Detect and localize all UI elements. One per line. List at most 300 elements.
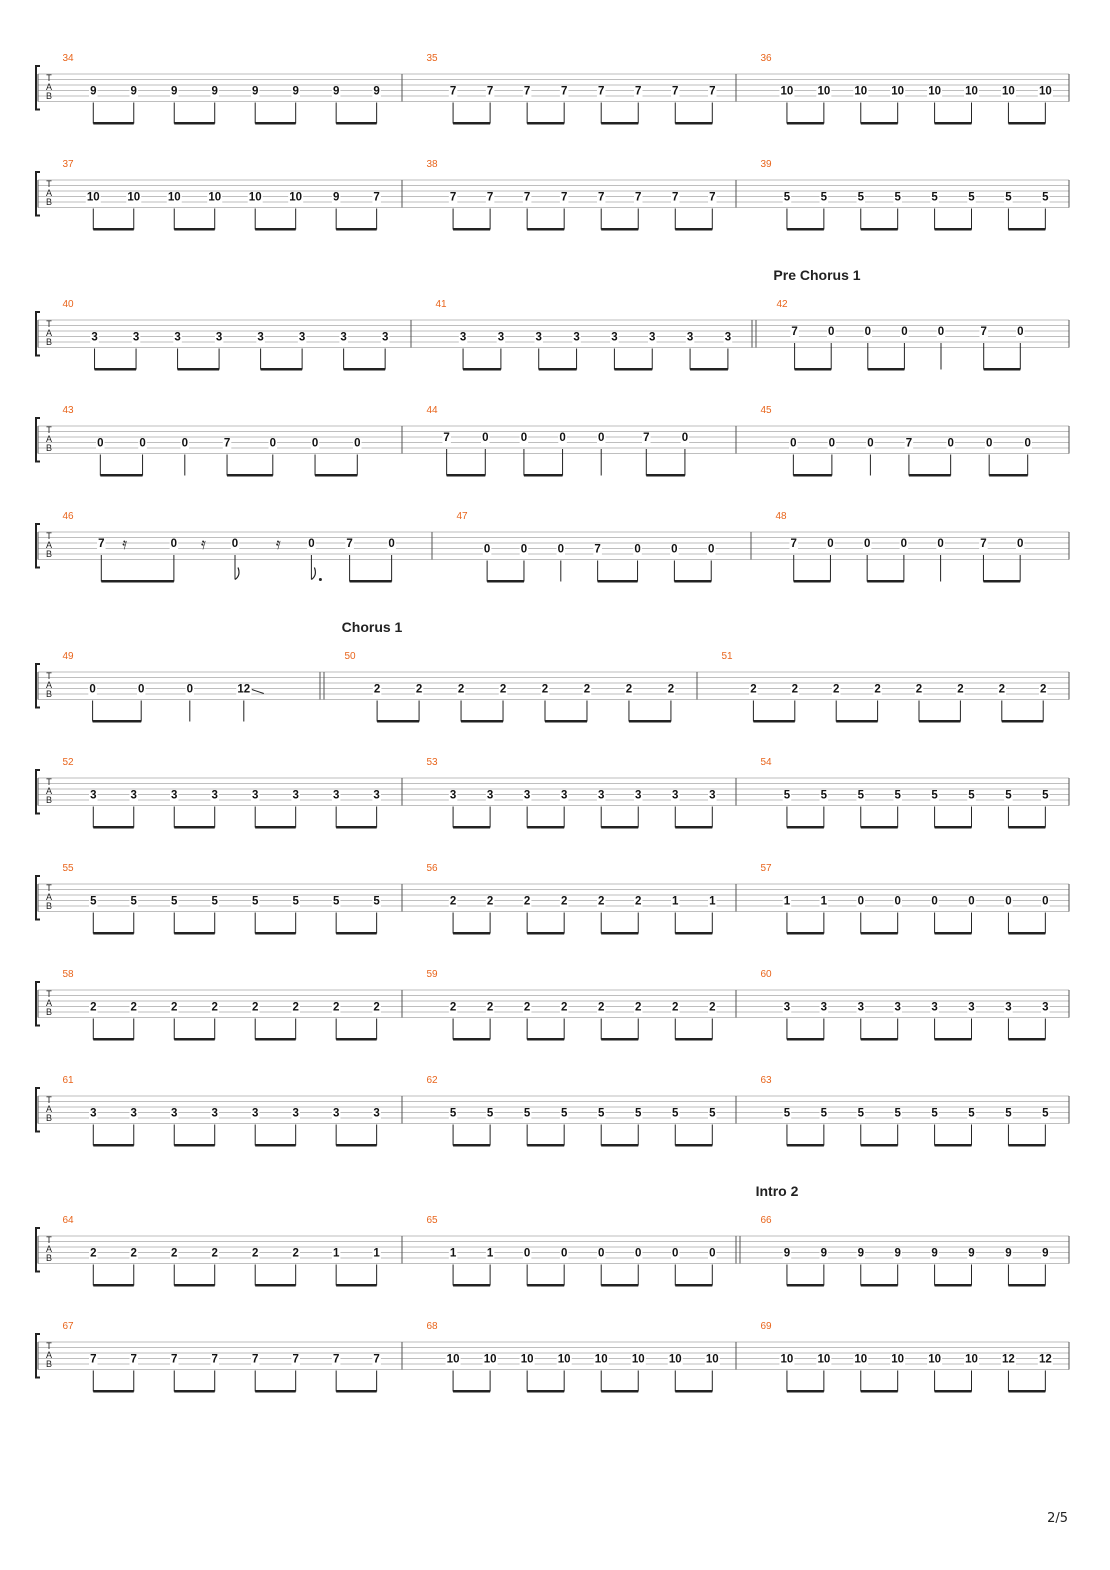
note-flag — [311, 568, 315, 580]
fret-number: 12 — [237, 683, 251, 696]
fret-number: 5 — [523, 1107, 531, 1120]
tab-system — [36, 1183, 1069, 1287]
fret-number: 0 — [597, 432, 605, 444]
beam — [453, 1144, 490, 1147]
fret-number: 1 — [709, 895, 716, 908]
fret-number: 3 — [573, 331, 580, 344]
fret-number: 10 — [854, 1353, 868, 1366]
fret-number: 9 — [171, 85, 178, 98]
tab-system — [36, 53, 1069, 125]
beam — [336, 1390, 376, 1393]
fret-number: 10 — [780, 1353, 794, 1366]
measure-number: 41 — [435, 299, 447, 310]
measure-number: 47 — [456, 511, 468, 522]
fret-number: 5 — [931, 1107, 938, 1120]
fret-number: 2 — [635, 1001, 642, 1014]
fret-number: 5 — [894, 789, 901, 802]
measure-number: 67 — [62, 1321, 74, 1332]
fret-number: 5 — [1005, 191, 1012, 204]
tab-clef-letter: T — [46, 73, 52, 83]
fret-number: 2 — [415, 683, 423, 696]
fret-number: 3 — [211, 1107, 218, 1120]
beam — [93, 1144, 133, 1147]
fret-number: 3 — [535, 331, 542, 344]
tab-clef-letter: T — [46, 1235, 52, 1245]
beam — [336, 122, 376, 125]
beam — [93, 228, 133, 231]
fret-number: 7 — [523, 85, 531, 98]
fret-number: 2 — [373, 683, 381, 696]
fret-number: 0 — [137, 683, 145, 696]
beam — [255, 1390, 295, 1393]
fret-number: 10 — [208, 191, 222, 204]
beam — [674, 580, 711, 583]
beam — [344, 368, 386, 371]
fret-number: 7 — [560, 191, 568, 204]
fret-number: 7 — [443, 432, 450, 444]
measure-number: 58 — [62, 969, 74, 980]
beam — [935, 1284, 972, 1287]
fret-number: 3 — [251, 1107, 259, 1120]
fret-number: 5 — [597, 1107, 605, 1120]
fret-number: 2 — [211, 1001, 218, 1014]
tab-clef-letter: T — [46, 1341, 52, 1351]
beam — [255, 826, 295, 829]
fret-number: 7 — [486, 85, 494, 98]
fret-number: 2 — [523, 895, 531, 908]
beam — [787, 1284, 824, 1287]
measure-number: 44 — [426, 405, 438, 416]
beam — [1008, 122, 1045, 125]
fret-number: 10 — [520, 1353, 534, 1366]
fret-number: 7 — [560, 85, 568, 98]
tab-clef-letter: B — [45, 1253, 53, 1263]
fret-number: 10 — [705, 1353, 719, 1366]
measure-number: 45 — [760, 405, 772, 416]
fret-number: 5 — [783, 191, 791, 204]
beam — [793, 474, 832, 477]
fret-number: 5 — [931, 789, 938, 802]
tab-clef-letter: A — [45, 680, 53, 690]
measure-number: 64 — [62, 1215, 74, 1226]
fret-number: 10 — [127, 191, 141, 204]
fret-number: 2 — [171, 1247, 178, 1260]
fret-number: 0 — [900, 538, 908, 550]
fret-number: 0 — [931, 895, 938, 908]
fret-number: 2 — [292, 1247, 299, 1260]
fret-number: 0 — [1005, 895, 1012, 908]
fret-number: 3 — [820, 1001, 828, 1014]
measure-number: 36 — [760, 53, 772, 64]
fret-number: 0 — [560, 1247, 568, 1260]
beam — [255, 1038, 295, 1041]
fret-number: 0 — [894, 895, 901, 908]
beam — [453, 826, 490, 829]
fret-number: 10 — [891, 85, 905, 98]
beam — [675, 1144, 712, 1147]
fret-number: 0 — [139, 437, 146, 450]
beam — [598, 580, 638, 583]
fret-number: 7 — [597, 85, 605, 98]
fret-number: 7 — [130, 1353, 137, 1366]
tab-clef-letter: T — [46, 883, 52, 893]
fret-number: 7 — [709, 191, 716, 204]
tab-clef-letter: B — [45, 795, 53, 805]
fret-number: 2 — [1039, 683, 1047, 696]
tab-clef-letter: A — [45, 998, 53, 1008]
tab-system — [36, 1075, 1069, 1147]
fret-number: 10 — [854, 85, 868, 98]
beam — [861, 1038, 898, 1041]
measure-number: 57 — [760, 863, 772, 874]
fret-number: 2 — [130, 1247, 137, 1260]
fret-number: 7 — [523, 191, 531, 204]
fret-number: 0 — [269, 437, 277, 450]
beam — [93, 720, 142, 723]
fret-number: 10 — [446, 1353, 460, 1366]
fret-number: 7 — [449, 85, 457, 98]
fret-number: 3 — [724, 331, 732, 344]
fret-number: 3 — [1005, 1001, 1012, 1014]
measure-number: 66 — [760, 1215, 772, 1226]
beam — [453, 1390, 490, 1393]
beam — [675, 1390, 712, 1393]
fret-number: 0 — [170, 538, 178, 550]
beam — [527, 1038, 564, 1041]
fret-number: 7 — [635, 85, 642, 98]
fret-number: 10 — [817, 85, 831, 98]
fret-number: 1 — [332, 1247, 340, 1260]
section-marker: Intro 2 — [755, 1183, 799, 1199]
tab-clef-letter: A — [45, 1350, 53, 1360]
beam — [255, 1284, 295, 1287]
fret-number: 9 — [211, 85, 218, 98]
tab-clef-letter: T — [46, 1095, 52, 1105]
fret-number: 3 — [497, 331, 505, 344]
fret-number: 2 — [292, 1001, 299, 1014]
fret-number: 5 — [968, 789, 975, 802]
fret-number: 3 — [257, 331, 264, 344]
tab-clef-letter: B — [45, 1359, 53, 1369]
measure-number: 65 — [426, 1215, 438, 1226]
fret-number: 10 — [928, 85, 941, 98]
beam — [601, 826, 638, 829]
beam — [174, 1144, 214, 1147]
fret-number: 5 — [1005, 1107, 1012, 1120]
fret-number: 0 — [559, 432, 566, 444]
fret-number: 3 — [90, 1107, 97, 1120]
fret-number: 7 — [672, 85, 679, 98]
fret-number: 7 — [98, 538, 105, 550]
fret-number: 2 — [957, 683, 964, 696]
tab-clef-letter: B — [45, 549, 53, 559]
fret-number: 0 — [947, 437, 954, 450]
fret-number: 0 — [1017, 326, 1024, 338]
fret-number: 0 — [1042, 895, 1049, 908]
fret-number: 1 — [820, 895, 828, 908]
fret-number: 7 — [332, 1353, 340, 1366]
beam — [909, 474, 951, 477]
beam — [453, 122, 490, 125]
fret-number: 5 — [90, 895, 97, 908]
beam — [861, 932, 898, 935]
beam — [255, 228, 295, 231]
beam — [861, 228, 898, 231]
beam — [984, 368, 1021, 371]
fret-number: 2 — [373, 1001, 380, 1014]
fret-number: 10 — [965, 85, 978, 98]
tab-clef-letter: A — [45, 892, 53, 902]
fret-number: 5 — [211, 895, 218, 908]
beam — [93, 1390, 133, 1393]
beam — [868, 368, 905, 371]
beam — [601, 1390, 638, 1393]
fret-number: 10 — [1002, 85, 1015, 98]
beam — [174, 932, 214, 935]
section-marker: Pre Chorus 1 — [773, 267, 861, 283]
fret-number: 5 — [373, 895, 380, 908]
fret-number: 5 — [560, 1107, 568, 1120]
tab-system — [36, 405, 1069, 477]
fret-number: 5 — [1042, 1107, 1049, 1120]
fret-number: 2 — [667, 683, 675, 696]
fret-number: 7 — [980, 538, 987, 550]
fret-number: 3 — [215, 331, 223, 344]
fret-number: 2 — [832, 683, 840, 696]
beam — [174, 1038, 214, 1041]
beam — [787, 228, 824, 231]
measure-number: 61 — [62, 1075, 74, 1086]
tab-system — [36, 619, 1069, 723]
fret-number: 7 — [790, 538, 797, 550]
beam — [227, 474, 273, 477]
beam — [861, 826, 898, 829]
fret-number: 3 — [251, 789, 259, 802]
fret-number: 3 — [968, 1001, 975, 1014]
fret-number: 7 — [223, 437, 231, 450]
fret-number: 5 — [292, 895, 299, 908]
beam — [935, 932, 972, 935]
tab-clef-letter: A — [45, 786, 53, 796]
section-marker: Chorus 1 — [341, 619, 403, 635]
fret-number: 5 — [894, 191, 901, 204]
fret-number: 5 — [820, 1107, 828, 1120]
fret-number: 2 — [672, 1001, 679, 1014]
tab-clef-letter: B — [45, 197, 53, 207]
tab-system — [36, 267, 1069, 371]
measure-number: 55 — [62, 863, 74, 874]
beam — [336, 932, 376, 935]
sixteenth-rest: 𝄿 — [201, 536, 206, 553]
fret-number: 2 — [499, 683, 507, 696]
beam — [174, 1390, 214, 1393]
beam — [787, 826, 824, 829]
tab-clef-letter: T — [46, 531, 52, 541]
measure-number: 49 — [62, 651, 74, 662]
tab-clef-letter: T — [46, 989, 52, 999]
fret-number: 7 — [251, 1353, 259, 1366]
beam — [861, 122, 898, 125]
beam — [93, 1038, 133, 1041]
beam — [336, 1144, 376, 1147]
fret-number: 10 — [86, 191, 100, 204]
beam — [174, 826, 214, 829]
fret-number: 10 — [928, 1353, 941, 1366]
fret-number: 0 — [634, 543, 641, 556]
fret-number: 0 — [482, 432, 489, 444]
fret-number: 3 — [560, 789, 568, 802]
fret-number: 2 — [251, 1001, 259, 1014]
fret-number: 9 — [783, 1247, 791, 1260]
fret-number: 5 — [894, 1107, 901, 1120]
beam — [336, 1038, 376, 1041]
beam — [1008, 826, 1045, 829]
fret-number: 1 — [486, 1247, 494, 1260]
tab-system — [36, 1321, 1069, 1393]
fret-number: 2 — [541, 683, 549, 696]
beam — [1002, 720, 1043, 723]
beam — [527, 1144, 564, 1147]
fret-number: 0 — [709, 1247, 716, 1260]
fret-number: 3 — [332, 1107, 340, 1120]
beam — [935, 1390, 972, 1393]
fret-number: 7 — [635, 191, 642, 204]
fret-number: 0 — [937, 326, 945, 338]
fret-number: 9 — [894, 1247, 901, 1260]
beam — [453, 228, 490, 231]
measure-number: 52 — [62, 757, 74, 768]
note-flag — [235, 568, 239, 580]
fret-number: 7 — [486, 191, 494, 204]
measure-number: 59 — [426, 969, 438, 980]
beam — [545, 720, 587, 723]
measure-number: 39 — [760, 159, 772, 170]
fret-number: 5 — [931, 191, 938, 204]
beam — [935, 826, 972, 829]
beam — [675, 1284, 712, 1287]
beam — [787, 1038, 824, 1041]
tab-clef-letter: A — [45, 188, 53, 198]
fret-number: 2 — [597, 895, 605, 908]
fret-number: 3 — [709, 789, 716, 802]
fret-number: 3 — [459, 331, 467, 344]
fret-number: 7 — [346, 538, 353, 550]
beam — [601, 1144, 638, 1147]
fret-number: 10 — [167, 191, 181, 204]
fret-number: 5 — [486, 1107, 494, 1120]
fret-number: 10 — [891, 1353, 905, 1366]
fret-number: 3 — [340, 331, 347, 344]
fret-number: 2 — [332, 1001, 340, 1014]
fret-number: 3 — [373, 1107, 380, 1120]
fret-number: 7 — [709, 85, 716, 98]
fret-number: 9 — [931, 1247, 938, 1260]
fret-number: 10 — [817, 1353, 831, 1366]
fret-number: 0 — [828, 437, 836, 450]
beam — [935, 1144, 972, 1147]
fret-number: 3 — [894, 1001, 901, 1014]
tab-clef-letter: T — [46, 319, 52, 329]
beam — [601, 228, 638, 231]
beam — [787, 1390, 824, 1393]
measure-number: 62 — [426, 1075, 438, 1086]
tab-clef-letter: B — [45, 689, 53, 699]
fret-number: 2 — [171, 1001, 178, 1014]
measure-number: 50 — [344, 651, 356, 662]
measure-number: 54 — [760, 757, 772, 768]
measure-number: 40 — [62, 299, 74, 310]
fret-number: 0 — [681, 432, 689, 444]
fret-number: 5 — [857, 789, 864, 802]
fret-number: 5 — [709, 1107, 716, 1120]
tab-clef-letter: B — [45, 1007, 53, 1017]
fret-number: 9 — [251, 85, 259, 98]
fret-number: 2 — [560, 1001, 568, 1014]
beam — [794, 580, 831, 583]
beam — [935, 1038, 972, 1041]
beam — [527, 122, 564, 125]
beam — [935, 228, 972, 231]
tab-clef-letter: A — [45, 82, 53, 92]
fret-number: 0 — [937, 538, 944, 550]
beam — [447, 474, 486, 477]
beam — [601, 1038, 638, 1041]
fret-number: 2 — [583, 683, 591, 696]
fret-number: 0 — [968, 895, 975, 908]
fret-number: 10 — [248, 191, 262, 204]
fret-number: 0 — [1024, 437, 1031, 450]
fret-number: 7 — [449, 191, 457, 204]
beam — [629, 720, 671, 723]
fret-number: 0 — [97, 437, 104, 450]
beam — [861, 1390, 898, 1393]
measure-number: 46 — [62, 511, 74, 522]
fret-number: 10 — [594, 1353, 608, 1366]
fret-number: 5 — [783, 789, 791, 802]
fret-number: 9 — [130, 85, 137, 98]
measure-number: 56 — [426, 863, 438, 874]
fret-number: 3 — [130, 789, 137, 802]
fret-number: 0 — [89, 683, 96, 696]
beam — [675, 1038, 712, 1041]
beam — [527, 1284, 564, 1287]
fret-number: 0 — [597, 1247, 605, 1260]
fret-number: 0 — [857, 895, 864, 908]
fret-number: 3 — [132, 331, 140, 344]
tab-system — [36, 159, 1069, 231]
measure-number: 51 — [721, 651, 733, 662]
fret-number: 3 — [381, 331, 389, 344]
fret-number: 2 — [874, 683, 881, 696]
beam — [336, 228, 376, 231]
beam — [861, 1284, 898, 1287]
fret-number: 0 — [186, 683, 194, 696]
fret-number: 5 — [251, 895, 259, 908]
fret-number: 0 — [790, 437, 797, 450]
fret-number: 5 — [968, 1107, 975, 1120]
beam — [336, 1284, 376, 1287]
fret-number: 0 — [1016, 538, 1024, 550]
beam — [463, 368, 501, 371]
beam — [93, 932, 133, 935]
fret-number: 0 — [671, 543, 678, 556]
beam — [174, 122, 214, 125]
fret-number: 9 — [90, 85, 97, 98]
tab-clef-letter: B — [45, 91, 53, 101]
tab-clef-letter: B — [45, 1113, 53, 1123]
beam — [461, 720, 503, 723]
beam — [983, 580, 1020, 583]
